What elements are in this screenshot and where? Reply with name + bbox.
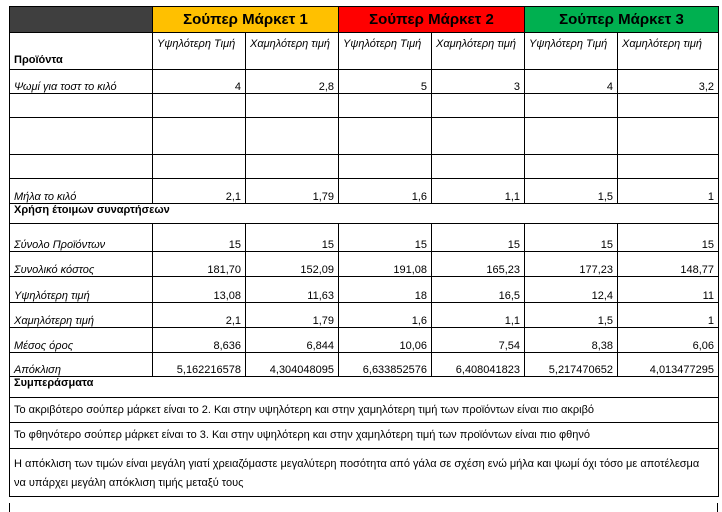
stat-value-cell[interactable]: 11 bbox=[618, 277, 719, 303]
price-cell[interactable]: 2,8 bbox=[246, 70, 339, 94]
price-cell[interactable] bbox=[618, 94, 719, 118]
stat-value-cell[interactable]: 7,54 bbox=[432, 328, 525, 353]
price-cell[interactable] bbox=[618, 155, 719, 179]
stats-row bbox=[10, 252, 719, 277]
price-cell[interactable]: 3 bbox=[432, 70, 525, 94]
stat-value-cell[interactable]: 5,217470652 bbox=[525, 353, 618, 377]
stat-value-cell[interactable]: 4,013477295 bbox=[618, 353, 719, 377]
conclusion-row bbox=[10, 449, 719, 497]
stat-label[interactable]: Συνολικό κόστος bbox=[10, 252, 153, 277]
conclusion-row bbox=[10, 423, 719, 449]
supermarket-1-title[interactable]: Σούπερ Μάρκετ 1 bbox=[153, 7, 339, 33]
stat-value-cell[interactable]: 1,1 bbox=[432, 303, 525, 328]
sheet-border-right bbox=[717, 503, 718, 512]
stat-label[interactable]: Απόκλιση bbox=[10, 353, 153, 377]
stat-value-cell[interactable]: 10,06 bbox=[339, 328, 432, 353]
stat-value-cell[interactable]: 177,23 bbox=[525, 252, 618, 277]
price-cell[interactable] bbox=[153, 94, 246, 118]
price-cell[interactable] bbox=[432, 155, 525, 179]
high-price-header[interactable]: Υψηλότερη Τιμή bbox=[525, 33, 618, 70]
stat-value-cell[interactable]: 12,4 bbox=[525, 277, 618, 303]
stats-row bbox=[10, 224, 719, 252]
spreadsheet-table bbox=[9, 6, 719, 497]
stats-row bbox=[10, 277, 719, 303]
functions-title[interactable]: Χρήση έτοιμων συναρτήσεων bbox=[10, 204, 719, 224]
product-row bbox=[10, 70, 719, 94]
stat-value-cell[interactable]: 15 bbox=[618, 224, 719, 252]
stat-label[interactable]: Υψηλότερη τιμή bbox=[10, 277, 153, 303]
product-row bbox=[10, 179, 719, 204]
price-cell[interactable] bbox=[525, 94, 618, 118]
price-cell[interactable] bbox=[525, 155, 618, 179]
high-price-header[interactable]: Υψηλότερη Τιμή bbox=[339, 33, 432, 70]
sheet-border-left bbox=[9, 503, 10, 512]
low-price-header[interactable]: Χαμηλότερη τιμή bbox=[432, 33, 525, 70]
product-row bbox=[10, 155, 719, 179]
stat-value-cell[interactable]: 5,162216578 bbox=[153, 353, 246, 377]
price-cell[interactable]: 1,6 bbox=[339, 179, 432, 204]
price-cell[interactable]: 1,79 bbox=[246, 179, 339, 204]
price-cell[interactable] bbox=[339, 94, 432, 118]
price-cell[interactable] bbox=[432, 118, 525, 155]
price-cell[interactable]: 4 bbox=[525, 70, 618, 94]
conclusions-title[interactable]: Συμπεράσματα bbox=[10, 377, 719, 398]
stat-value-cell[interactable]: 8,636 bbox=[153, 328, 246, 353]
corner-cell[interactable] bbox=[10, 7, 153, 33]
price-cell[interactable] bbox=[339, 118, 432, 155]
price-cell[interactable] bbox=[153, 118, 246, 155]
price-cell[interactable] bbox=[246, 155, 339, 179]
stat-value-cell[interactable]: 1 bbox=[618, 303, 719, 328]
price-cell[interactable] bbox=[525, 118, 618, 155]
product-row bbox=[10, 94, 719, 118]
stat-value-cell[interactable]: 15 bbox=[153, 224, 246, 252]
price-cell[interactable] bbox=[246, 118, 339, 155]
product-label[interactable] bbox=[10, 155, 153, 179]
stats-row bbox=[10, 303, 719, 328]
price-cell[interactable]: 1,1 bbox=[432, 179, 525, 204]
stat-value-cell[interactable]: 181,70 bbox=[153, 252, 246, 277]
stat-value-cell[interactable]: 6,844 bbox=[246, 328, 339, 353]
stat-label[interactable]: Μέσος όρος bbox=[10, 328, 153, 353]
stat-label[interactable]: Σύνολο Προϊόντων bbox=[10, 224, 153, 252]
functions-title-row bbox=[10, 204, 719, 224]
low-price-header[interactable]: Χαμηλότερη τιμή bbox=[246, 33, 339, 70]
product-row bbox=[10, 118, 719, 155]
stat-value-cell[interactable]: 11,63 bbox=[246, 277, 339, 303]
conclusion-text[interactable]: Το ακριβότερο σούπερ μάρκετ είναι το 2. Και στην υψηλότερη και στην χαμηλότερη τιμή των προϊόντων είναι πιο ακριβό bbox=[10, 398, 719, 423]
stat-value-cell[interactable]: 165,23 bbox=[432, 252, 525, 277]
product-label[interactable] bbox=[10, 118, 153, 155]
stat-value-cell[interactable]: 18 bbox=[339, 277, 432, 303]
price-cell[interactable] bbox=[432, 94, 525, 118]
stat-value-cell[interactable]: 1,6 bbox=[339, 303, 432, 328]
conclusion-row bbox=[10, 398, 719, 423]
product-label[interactable]: Ψωμί για τοστ το κιλό bbox=[10, 70, 153, 94]
stat-value-cell[interactable]: 15 bbox=[339, 224, 432, 252]
product-label[interactable]: Μήλα το κιλό bbox=[10, 179, 153, 204]
supermarket-3-title[interactable]: Σούπερ Μάρκετ 3 bbox=[525, 7, 719, 33]
price-cell[interactable] bbox=[153, 155, 246, 179]
stat-value-cell[interactable]: 1,79 bbox=[246, 303, 339, 328]
high-price-header[interactable]: Υψηλότερη Τιμή bbox=[153, 33, 246, 70]
price-cell[interactable]: 5 bbox=[339, 70, 432, 94]
product-label[interactable] bbox=[10, 94, 153, 118]
conclusions-title-row bbox=[10, 377, 719, 398]
stat-value-cell[interactable]: 16,5 bbox=[432, 277, 525, 303]
products-header[interactable]: Προϊόντα bbox=[10, 33, 153, 70]
stat-value-cell[interactable]: 15 bbox=[246, 224, 339, 252]
price-cell[interactable] bbox=[246, 94, 339, 118]
stat-value-cell[interactable]: 13,08 bbox=[153, 277, 246, 303]
stat-value-cell[interactable]: 152,09 bbox=[246, 252, 339, 277]
stat-value-cell[interactable]: 4,304048095 bbox=[246, 353, 339, 377]
stat-value-cell[interactable]: 191,08 bbox=[339, 252, 432, 277]
conclusion-text[interactable]: Η απόκλιση των τιμών είναι μεγάλη γιατί χρειαζόμαστε μεγαλύτερη ποσότητα από γάλα σε σχέση ενώ μήλα και ψωμί όχι τόσο με αποτέλεσμα να υπάρχει μεγάλη απόκλιση τιμής μεταξύ τους bbox=[10, 449, 719, 497]
price-cell[interactable]: 4 bbox=[153, 70, 246, 94]
supermarket-2-title[interactable]: Σούπερ Μάρκετ 2 bbox=[339, 7, 525, 33]
stat-value-cell[interactable]: 148,77 bbox=[618, 252, 719, 277]
stats-row bbox=[10, 328, 719, 353]
price-cell[interactable] bbox=[618, 118, 719, 155]
low-price-header[interactable]: Χαμηλότερη τιμή bbox=[618, 33, 719, 70]
conclusion-text[interactable]: Το φθηνότερο σούπερ μάρκετ είναι το 3. Και στην υψηλότερη και στην χαμηλότερη τιμή των προϊόντων είναι πιο φθηνό bbox=[10, 423, 719, 449]
stat-label[interactable]: Χαμηλότερη τιμή bbox=[10, 303, 153, 328]
stat-value-cell[interactable]: 2,1 bbox=[153, 303, 246, 328]
stat-value-cell[interactable]: 15 bbox=[525, 224, 618, 252]
stat-value-cell[interactable]: 6,06 bbox=[618, 328, 719, 353]
price-cell[interactable] bbox=[339, 155, 432, 179]
stat-value-cell[interactable]: 6,408041823 bbox=[432, 353, 525, 377]
price-cell[interactable]: 3,2 bbox=[618, 70, 719, 94]
column-header-row bbox=[10, 33, 719, 70]
stat-value-cell[interactable]: 15 bbox=[432, 224, 525, 252]
supermarket-header-row bbox=[10, 7, 719, 33]
price-cell[interactable]: 2,1 bbox=[153, 179, 246, 204]
stat-value-cell[interactable]: 6,633852576 bbox=[339, 353, 432, 377]
price-cell[interactable]: 1 bbox=[618, 179, 719, 204]
stats-row bbox=[10, 353, 719, 377]
stat-value-cell[interactable]: 8,38 bbox=[525, 328, 618, 353]
price-cell[interactable]: 1,5 bbox=[525, 179, 618, 204]
stat-value-cell[interactable]: 1,5 bbox=[525, 303, 618, 328]
